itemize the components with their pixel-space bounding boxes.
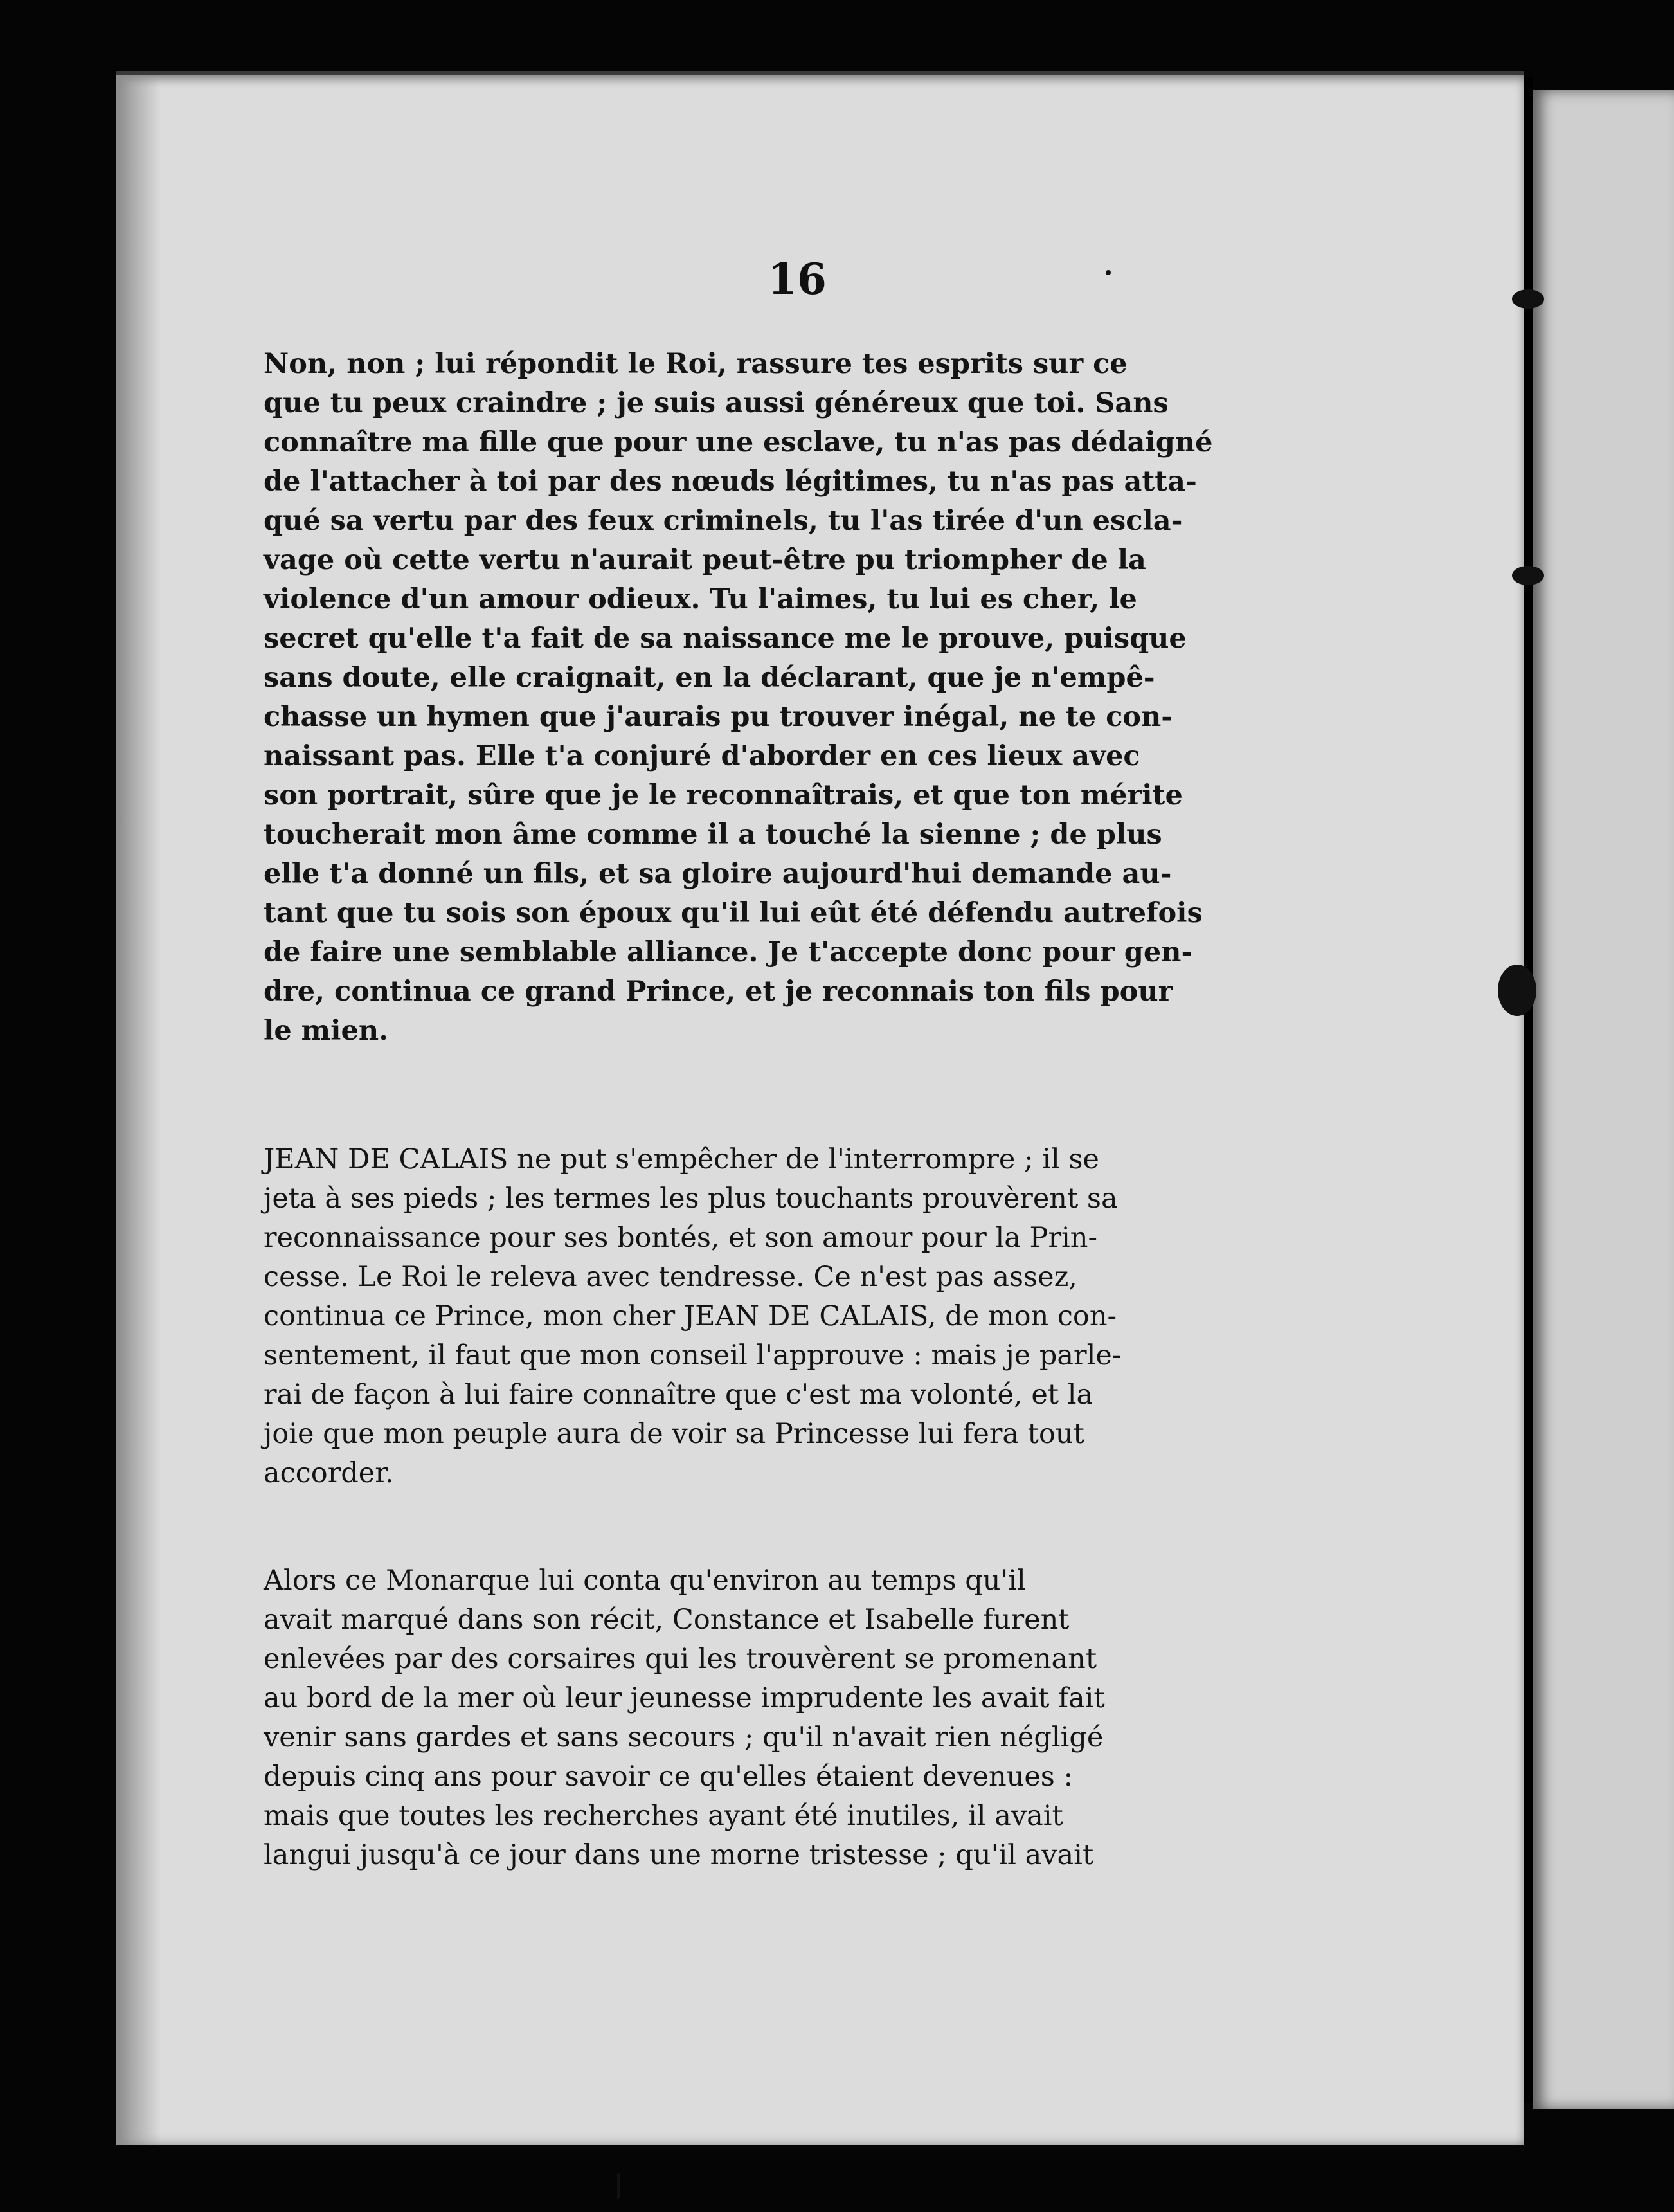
book-spine	[1524, 77, 1533, 2103]
binding-tab	[1512, 289, 1544, 309]
binding-tab	[1498, 965, 1536, 1016]
paragraph-2: JEAN DE CALAIS ne put s'empêcher de l'interrompre ; il se jeta à ses pieds ; les termes les plus touchants prouvèrent sa reconnaissance pour ses bontés, et son amour pour la Prin- cesse. Le Roi le releva avec tendresse. Ce n'est pas assez, continua ce Prince, mon cher JEAN DE CALAIS, de mon con- sentement, il faut que mon conseil l'approuve : mais je parle- rai de façon à lui faire connaître que c'est ma volonté, et la joie que mon peuple aura de voir sa Princesse lui fera tout accorder.	[264, 1143, 1122, 1489]
scan-speck	[617, 2173, 620, 2199]
binding-tab	[1512, 566, 1544, 585]
scan-speck	[1106, 270, 1111, 275]
page-number: 16	[768, 254, 827, 304]
paragraph-1: Non, non ; lui répondit le Roi, rassure tes esprits sur ce que tu peux craindre ; je suis aussi généreux que toi. Sans connaître ma fille que pour une esclave, tu n'as pas dédaigné de l'attacher à toi par des nœuds légitimes, tu n'as pas atta- qué sa vertu par des feux criminels, tu l'as tirée d'un escla- vage où cette vertu n'aurait peut-être pu triompher de la violence d'un amour odieux. Tu l'aimes, tu lui es cher, le secret qu'elle t'a fait de sa naissance me le prouve, puisque sans doute, elle craignait, en la déclarant, que je n'empê- chasse un hymen que j'aurais pu trouver inégal, ne te con- naissant pas. Elle t'a conjuré d'aborder en ces lieux avec son portrait, sûre que je le reconnaîtrais, et que ton mérite toucherait mon âme comme il a touché la sienne ; de plus elle t'a donné un fils, et sa gloire aujourd'hui demande au- tant que tu sois son époux qu'il lui eût été défendu autrefois de faire une semblable alliance. Je t'accepte donc pour gen- dre, continua ce grand Prince, et je reconnais ton fils pour le mien.	[264, 348, 1213, 1047]
facing-page-edge	[1533, 90, 1674, 2109]
paragraph-3: Alors ce Monarque lui conta qu'environ au temps qu'il avait marqué dans son récit, Constance et Isabelle furent enlevées par des corsaires qui les trouvèrent se promenant au bord de la mer où leur jeunesse imprudente les avait fait venir sans gardes et sans secours ; qu'il n'avait rien négligé depuis cinq ans pour savoir ce qu'elles étaient devenues : mais que toutes les recherches ayant été inutiles, il avait langui jusqu'à ce jour dans une morne tristesse ; qu'il avait	[264, 1564, 1105, 1871]
page-edge-shadow	[116, 75, 161, 2145]
